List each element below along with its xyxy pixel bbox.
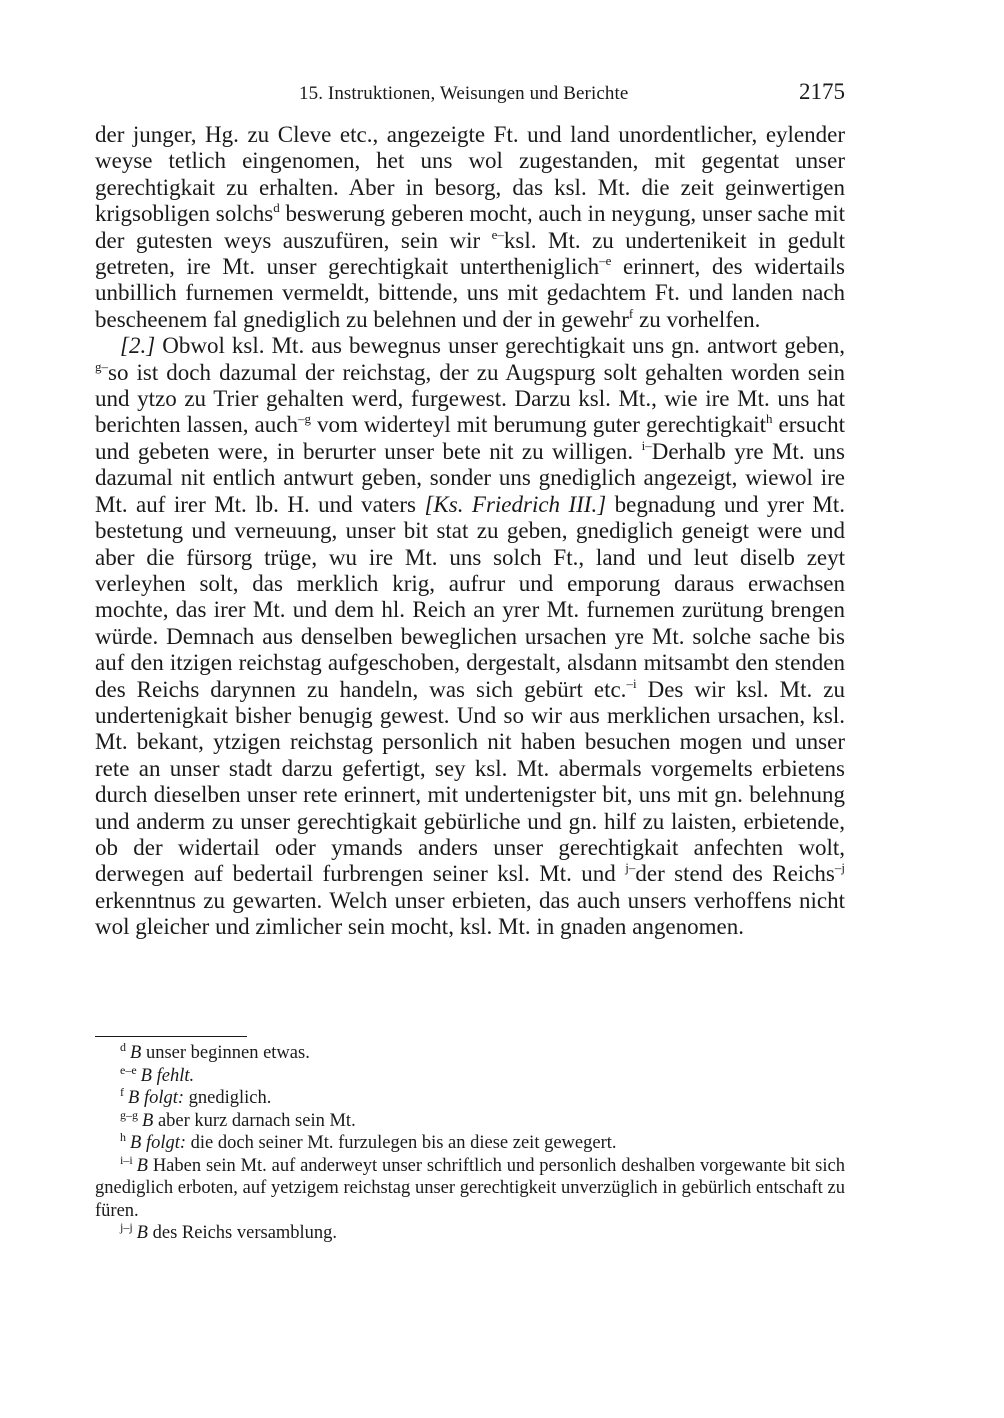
text-segment: ersucht und gebeten were, in berurter unser bete nit zu willigen.: [95, 412, 845, 464]
footnote-marker: i–i: [120, 1152, 133, 1167]
footnote-mark-i-start: i–: [641, 437, 652, 453]
footnote-marker: g–g: [120, 1107, 138, 1122]
footnote-siglum: B: [128, 1088, 140, 1108]
footnote-marker: h: [120, 1130, 126, 1144]
section-number: [2.]: [120, 333, 156, 359]
footnote-text: aber kurz darnach sein Mt.: [153, 1110, 356, 1131]
footnote-divider: [95, 1036, 247, 1037]
footnote-d: [95, 1042, 845, 1065]
running-title: 15. Instruktionen, Weisungen und Berichte: [299, 83, 629, 104]
footnote-text: unser beginnen etwas.: [141, 1043, 310, 1063]
footnote-i: [95, 1152, 845, 1223]
footnote-marker: e–e: [120, 1062, 137, 1077]
footnote-e: [95, 1062, 845, 1088]
footnote-mark-d: d: [273, 200, 280, 216]
text-segment: der junger, Hg. zu Cleve etc., angezeigte Ft. und land unordentlicher, eylender weyse tetlich eingenomen, het uns wol zugestanden, mit gegentat unser gerechtigkait zu erhalten. Aber in besorg, das ksl. Mt. die zeit geinwertigen krigsobligen solchs: [95, 122, 845, 227]
text-segment: Derhalb yre Mt. uns dazumal nit entlich antwurt geben, sonder uns gnediglich angezeigt, wiewol ire Mt. auf irer Mt. lb. H. und vaters: [95, 438, 845, 517]
editorial-insertion: [Ks. Friedrich III.]: [424, 491, 607, 517]
footnote-editorial-note: fehlt.: [151, 1065, 195, 1086]
footnote-siglum: B: [130, 1043, 142, 1063]
footnote-marker: d: [120, 1040, 126, 1054]
text-segment: zu vorhelfen.: [633, 306, 761, 332]
footnote-mark-g-start: g–: [95, 358, 108, 374]
text-segment: vom widerteyl mit berumung guter gerechtigkait: [310, 412, 767, 438]
footnote-mark-e-start: e–: [491, 226, 504, 242]
footnote-siglum: B: [140, 1065, 152, 1086]
paragraph-2: [95, 333, 845, 940]
footnote-text: die doch seiner Mt. furzulegen bis an diese zeit gewegert.: [186, 1133, 617, 1153]
footnote-text: gnediglich.: [184, 1088, 272, 1108]
footnote-siglum: B: [136, 1223, 148, 1243]
text-segment: ksl. Mt. zu undertenikeit in gedult getreten, ire Mt. unser gerechtigkait untertheniglich: [95, 227, 845, 280]
footnote-text: des Reichs versamblung.: [147, 1223, 338, 1243]
text-segment: Obwol ksl. Mt. aus bewegnus unser gerechtigkait uns gn. antwort geben,: [155, 333, 845, 359]
footnote-mark-f: f: [628, 305, 634, 321]
footnote-mark-e-end: –e: [599, 253, 612, 269]
footnote-f: [95, 1087, 845, 1110]
footnote-j: [95, 1222, 845, 1245]
main-text: [95, 122, 845, 941]
running-header: [95, 79, 845, 109]
footnote-g: [95, 1107, 845, 1133]
footnote-marker: j–j: [120, 1220, 133, 1234]
footnote-mark-j-end: –j: [834, 860, 845, 876]
footnote-mark-j-start: j–: [625, 860, 636, 876]
footnote-mark-g-end: –g: [297, 411, 311, 427]
footnote-h: [95, 1132, 845, 1155]
text-segment: so ist doch dazumal der reichstag, der zu Augspurg solt gehalten worden sein und ytzo zu Trier gehalten werd, furgewest. Darzu ksl. Mt., wie ire Mt. uns hat berichten lassen, auch: [95, 359, 845, 438]
text-segment: der stend des Reichs: [635, 861, 835, 887]
page-number: 2175: [799, 79, 845, 104]
footnote-marker: f: [120, 1085, 124, 1099]
footnote-mark-h: h: [766, 411, 773, 427]
text-segment: beswerung geberen mocht, auch in neygung, unser sache mit der gutesten weys auszufüren, sein wir: [95, 201, 845, 253]
text-segment: begnadung und yrer Mt. bestetung und verneuung, unser bit stat zu geben, gnediglich geneigt were und aber die fürsorg trüge, wu ire Mt. uns solch Ft., land und leut diselb zeyt verleyhen solt, das merklich krig, aufrur und emporung daraus erwachsen mochte, das irer Mt. und dem hl. Reich an yrer Mt. furnemen zurütung brengen würde. Demnach aus denselben beweglichen ursachen yre Mt. solche sache bis auf den itzigen reichstag aufgeschoben, dergestalt, alsdann mitsambt den stenden des Reichs darynnen zu handeln, was sich gebürt etc.: [95, 491, 845, 702]
footnote-text: Haben sein Mt. auf anderweyt unser schriftlich und personlich deshalben vorgewante bit sich gnediglich erboten, auf yetzigem reichstag unser gerechtigkeit unverzüglich in gebürlich entschaft zu füren.: [95, 1155, 845, 1221]
footnote-siglum: B: [136, 1155, 148, 1176]
footnote-siglum: B: [142, 1110, 154, 1131]
paragraph-1: [95, 122, 845, 333]
footnote-siglum: B: [130, 1133, 142, 1153]
footnote-mark-i-end: –i: [626, 675, 637, 691]
text-segment: erinnert, des widertails unbillich furnemen vermeldt, bittende, uns mit gedachtem Ft. und landen nach bescheenem fal gnediglich zu belehnen und der in gewehr: [95, 254, 845, 332]
footnotes: [95, 1042, 845, 1245]
text-segment: erkenntnus zu gewarten. Welch unser erbieten, das auch unsers verhoffens nicht wol gleicher und zimlicher sein mocht, ksl. Mt. in gnaden angenomen.: [95, 887, 845, 940]
footnote-editorial-note: folgt:: [139, 1088, 185, 1108]
text-segment: Des wir ksl. Mt. zu undertenigkait bisher benugig gewest. Und so wir aus merklichen ursachen, ksl. Mt. bekant, ytzigen reichstag personlich nit haben besuchen mogen und unser rete an unser stadt darzu gefertigt, sey ksl. Mt. abermals vorgemelts erbietens durch dieselben unser rete erinnert, mit undertenigster bit, uns mit gn. belehnung und anderm zu unser gerechtigkait gebürliche und gn. hilf zu laisten, erbietende, ob der widertail oder ymands anders unser gerechtigkait anfechten wolt, derwegen auf bedertail furbrengen seiner ksl. Mt. und: [95, 676, 846, 887]
footnote-editorial-note: folgt:: [141, 1133, 187, 1153]
